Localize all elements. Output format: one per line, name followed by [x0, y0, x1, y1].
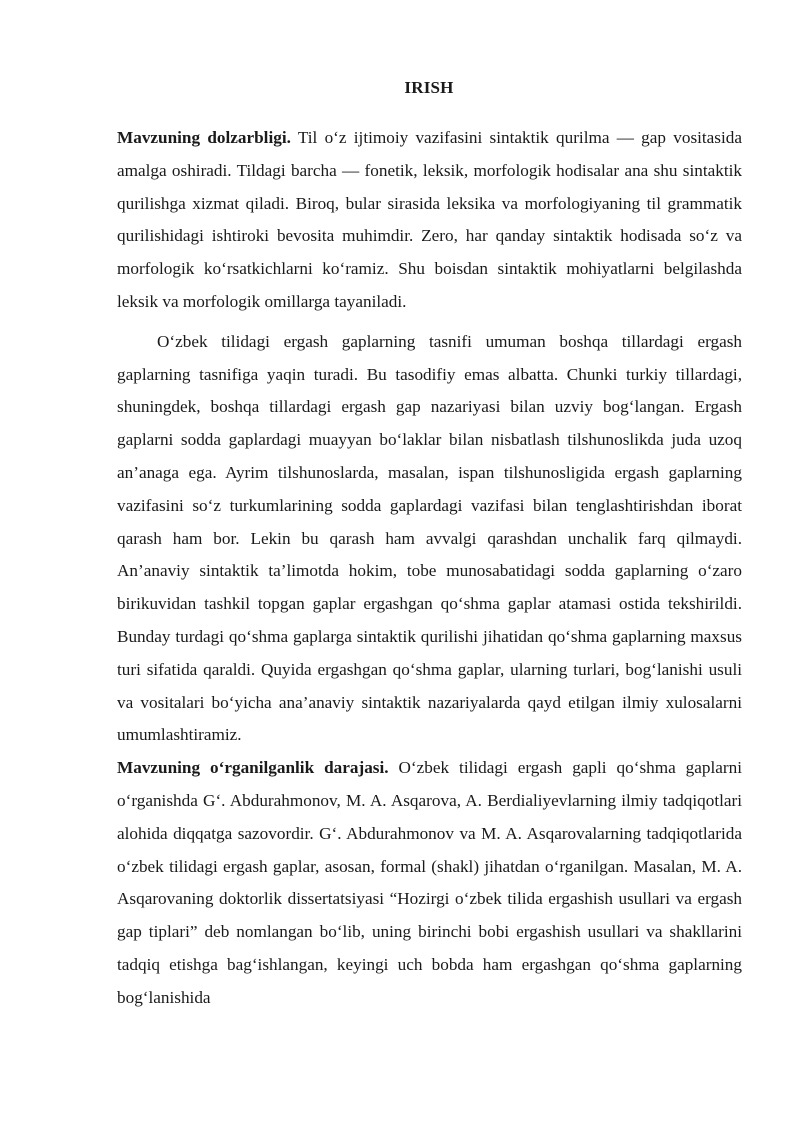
paragraph-text-study-level: O‘zbek tilidagi ergash gapli qo‘shma gaplarni o‘rganishda G‘. Abdurahmonov, M. A. Asqarova, A. Berdialiyevlarning ilmiy tadqiqotlari alohida diqqatga sazovordir. G‘. Abdurahmonov va M. A. Asqarovalarning tadqiqotlarida o‘zbek tilidagi ergash gaplar, asosan, formal (shakl) jihatdan o‘rganilgan. Masalan, M. A. Asqarovaning doktorlik dissertatsiyasi “Hozirgi o‘zbek tilida ergashish usullari va ergash gap tiplari” deb nomlangan bo‘lib, uning birinchi bobi ergashish usullari va shakllarini tadqiq etishga bag‘ishlangan, keyingi uch bobda ham ergashgan qo‘shma gaplarning bog‘lanishida [117, 758, 742, 1007]
paragraph-relevance [117, 122, 742, 319]
paragraph-study-level [117, 752, 742, 1014]
document-body [117, 122, 742, 1015]
paragraph-text-classification: O‘zbek tilidagi ergash gaplarning tasnifi umuman boshqa tillardagi ergash gaplarning tasnifiga yaqin turadi. Bu tasodifiy emas albatta. Chunki turkiy tillardagi, shuningdek, boshqa tillardagi ergash gap nazariyasi bilan uzviy bog‘langan. Ergash gaplarni sodda gaplardagi muayyan bo‘laklar bilan nisbatlash tilshunoslikda juda uzoq an’anaga ega. Ayrim tilshunoslarda, masalan, ispan tilshunosligida ergash gaplarning vazifasini so‘z turkumlarining sodda gaplardagi vazifasi bilan tenglashtirishdan iborat qarash ham bor. Lekin bu qarash ham avvalgi qarashdan unchalik farq qilmaydi. An’anaviy sintaktik ta’limotda hokim, tobe munosabatidagi sodda gaplarning o‘zaro birikuvidan tashkil topgan gaplar ergashgan qo‘shma gaplar atamasi ostida tekshirildi. Bunday turdagi qo‘shma gaplarga sintaktik qurilishi jihatidan qo‘shma gaplarning maxsus turi sifatida qaraldi. Quyida ergashgan qo‘shma gaplar, ularning turlari, bog‘lanishi usuli va vositalari bo‘yicha ana’anaviy sintaktik nazariyalarda qayd etilgan ilmiy xulosalarni umumlashtiramiz. [117, 331, 742, 745]
page-title: IRISH [404, 78, 454, 97]
paragraph-text-relevance: Til o‘z ijtimoiy vazifasini sintaktik qurilma — gap vositasida amalga oshiradi. Tildagi barcha — fonetik, leksik, morfologik hodisalar ana shu sintaktik qurilishga xizmat qiladi. Biroq, bular sirasida leksika va morfologiyaning til grammatik qurilishidagi ishtiroki bevosita muhimdir. Zero, har qanday sintaktik hodisada so‘z va morfologik ko‘rsatkichlarni ko‘ramiz. Shu boisdan sintaktik mohiyatlarni belgilashda leksik va morfologik omillarga tayaniladi. [117, 128, 742, 311]
paragraph-lead-study-level: Mavzuning o‘rganilganlik darajasi. [117, 758, 389, 778]
paragraph-lead-relevance: Mavzuning dolzarbligi. [117, 128, 291, 147]
paragraph-classification [117, 326, 742, 752]
